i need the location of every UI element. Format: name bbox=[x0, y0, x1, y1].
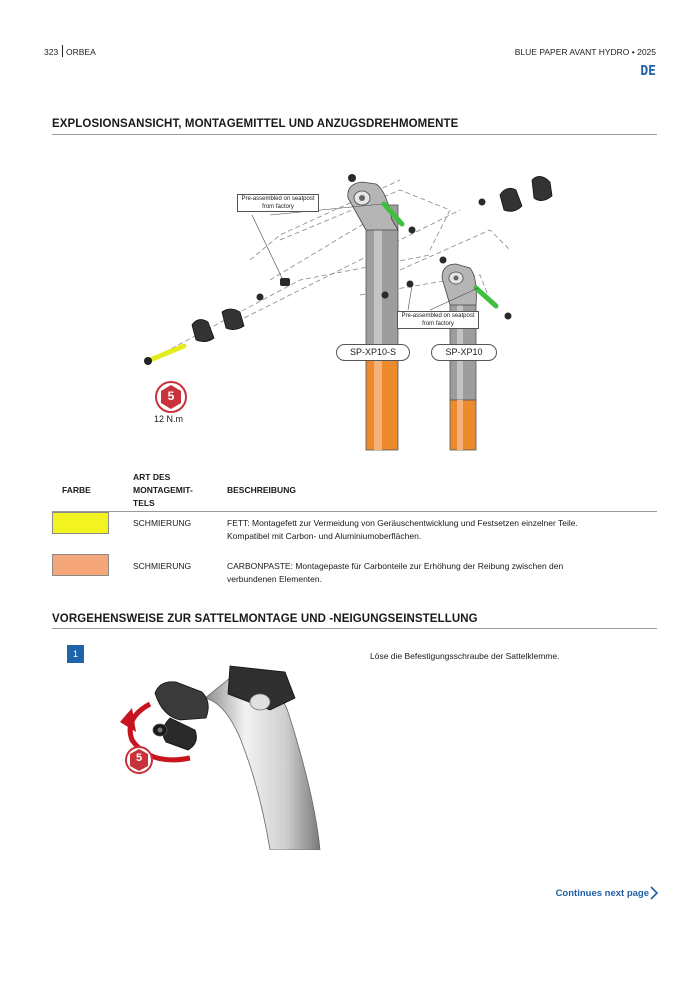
table-cell-description bbox=[227, 560, 563, 586]
callout-line: Pre-assembled on seatpost bbox=[401, 313, 475, 319]
table-cell-description bbox=[227, 517, 578, 543]
callout-line: Pre-assembled on seatpost bbox=[241, 196, 315, 202]
clamp-part-upper-left bbox=[500, 188, 522, 211]
yellow-bolt-head bbox=[144, 357, 152, 365]
callout-line: from factory bbox=[422, 321, 454, 327]
chevron-right-icon[interactable] bbox=[650, 886, 659, 900]
table-header-description: BESCHREIBUNG bbox=[227, 485, 296, 495]
callout-pre-assembled-left bbox=[237, 194, 319, 212]
color-swatch-carbon-paste bbox=[52, 554, 109, 576]
table-header-rule bbox=[52, 511, 657, 512]
step-instruction: Löse die Befestigungsschraube der Sattelklemme. bbox=[370, 651, 560, 661]
model-label-sp-xp10-s: SP-XP10-S bbox=[336, 344, 410, 361]
page-number: 323 bbox=[44, 47, 59, 57]
color-swatch-grease bbox=[52, 512, 109, 534]
description-line: Kompatibel mit Carbon- und Aluminiumoberflächen. bbox=[227, 531, 422, 541]
clamp-part-lower-right bbox=[222, 309, 244, 330]
table-header-color: FARBE bbox=[62, 485, 91, 495]
table-cell-type: SCHMIERUNG bbox=[133, 518, 192, 528]
clamp-part-lower-left bbox=[192, 320, 214, 342]
continues-next-page-link[interactable]: Continues next page bbox=[555, 888, 649, 899]
document-title: BLUE PAPER AVANT HYDRO • 2025 bbox=[514, 47, 656, 57]
seatpost-sp-xp10-s bbox=[348, 182, 398, 450]
description-line: CARBONPASTE: Montagepaste für Carbonteile zur Erhöhung der Reibung zwischen den bbox=[227, 561, 564, 571]
description-line: FETT: Montagefett zur Vermeidung von Geräuschentwicklung und Festsetzen einzelner Teile. bbox=[227, 518, 578, 528]
header-divider bbox=[62, 45, 63, 57]
clamp-part-upper-right bbox=[532, 176, 552, 200]
section-title-exploded-view: EXPLOSIONSANSICHT, MONTAGEMITTEL UND ANZUGSDREHMOMENTE bbox=[52, 118, 459, 130]
header-line: MONTAGEMIT- bbox=[133, 485, 193, 495]
torque-badge-number: 5 bbox=[135, 752, 143, 764]
callout-pre-assembled-right bbox=[397, 311, 479, 329]
table-cell-type: SCHMIERUNG bbox=[133, 561, 192, 571]
model-label-sp-xp10: SP-XP10 bbox=[431, 344, 497, 361]
yellow-bolt bbox=[150, 346, 184, 360]
torque-value: 12 N.m bbox=[154, 414, 184, 424]
step-number-badge: 1 bbox=[67, 645, 84, 663]
clamp-bolt-housing bbox=[155, 682, 208, 720]
language-code: DE bbox=[640, 64, 656, 79]
section-title-procedure: VORGEHENSWEISE ZUR SATTELMONTAGE UND -NEIGUNGSEINSTELLUNG bbox=[52, 613, 478, 625]
section-rule bbox=[52, 134, 657, 135]
torque-badge-number: 5 bbox=[167, 389, 175, 403]
table-header-type bbox=[133, 471, 193, 510]
header-line: TELS bbox=[133, 498, 155, 508]
callout-line: from factory bbox=[262, 204, 294, 210]
section-rule bbox=[52, 628, 657, 629]
exploded-view-diagram bbox=[130, 160, 570, 455]
description-line: verbundenen Elementen. bbox=[227, 574, 322, 584]
header-line: ART DES bbox=[133, 472, 171, 482]
brand-name: ORBEA bbox=[66, 47, 96, 57]
